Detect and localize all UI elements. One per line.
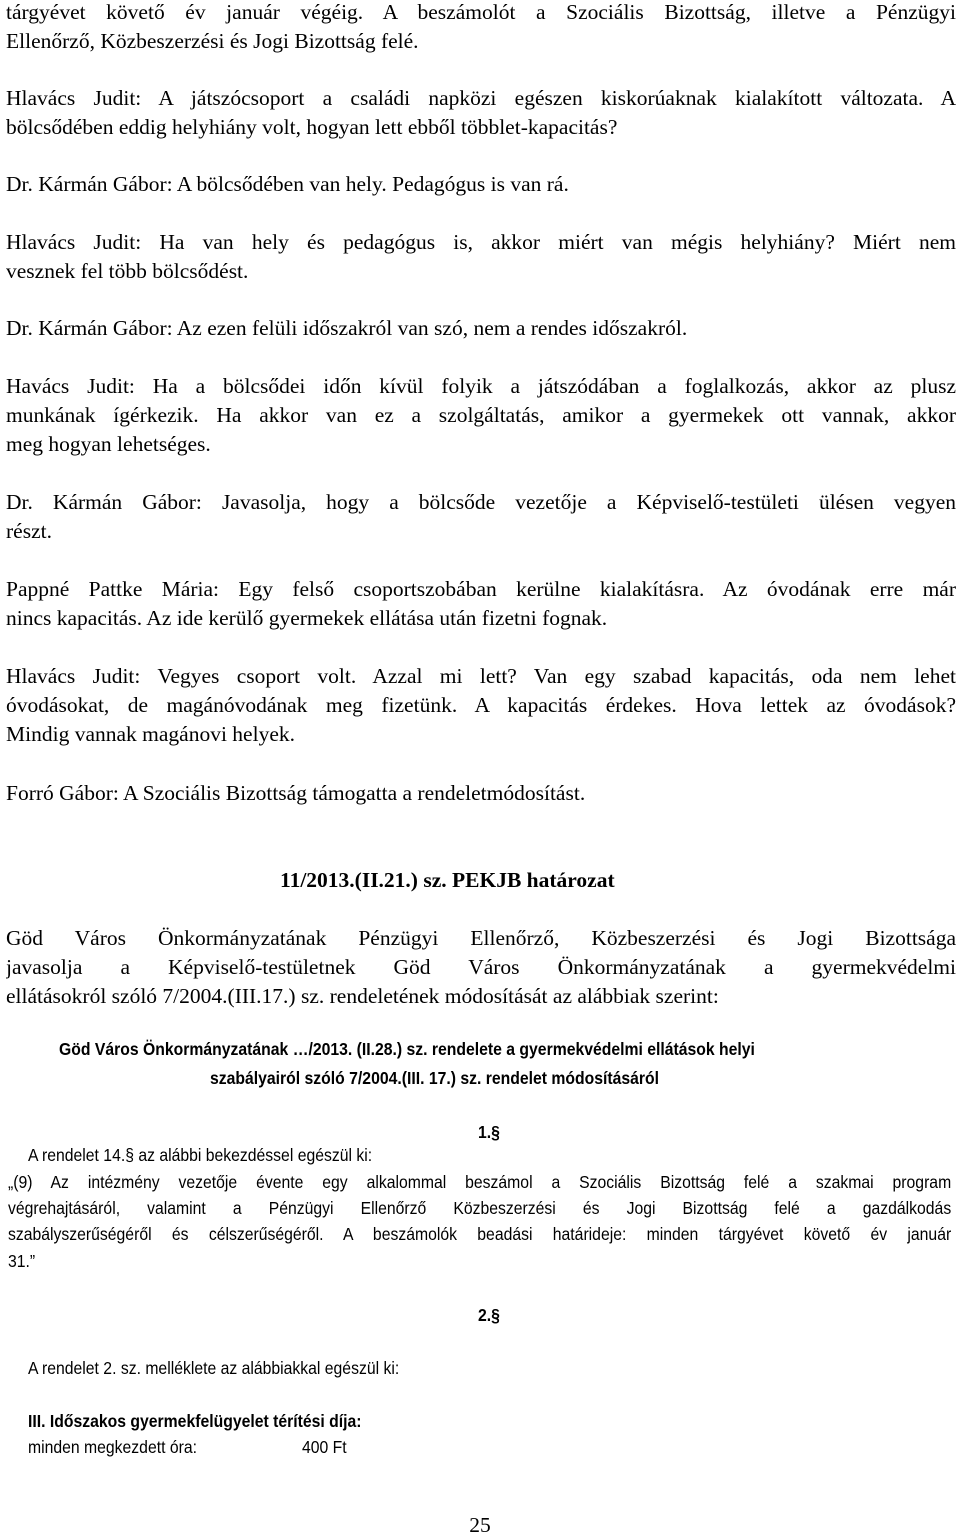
text-line: részt. [6, 519, 52, 543]
section-heading: 1.§ [478, 1122, 500, 1142]
fee-label: minden megkezdett óra: [28, 1437, 197, 1457]
text-line: nincs kapacitás. Az ide kerülő gyermekek ellátása után fizetni fognak. [6, 606, 608, 630]
page-number: 25 [469, 1513, 491, 1537]
text-line: Mindig vannak magánovi helyek. [6, 722, 295, 746]
text-line: bölcsődében eddig helyhiány volt, hogyan lett ebből többlet-kapacitás? [6, 115, 618, 139]
text-line: végrehajtásáról, valamint a Pénzügyi Ellenőrző Közbeszerzési és Jogi Bizottság felé a gazdálkodás [8, 1198, 952, 1218]
text-line: meg hogyan lehetséges. [6, 432, 211, 456]
text-line: Hlavács Judit: A játszócsoport a családi napközi egészen kiskorúaknak kialakított változata. A [6, 86, 956, 110]
text-line: óvodásokat, de magánóvodának meg fizetünk. A kapacitás érdekes. Hova lettek az óvodások? [6, 693, 956, 717]
text-line: Forró Gábor: A Szociális Bizottság támogatta a rendeletmódosítást. [6, 781, 586, 805]
text-line: Havács Judit: Ha a bölcsődei időn kívül folyik a játszódában a foglalkozás, akkor az plusz [6, 374, 956, 398]
text-line: A rendelet 2. sz. melléklete az alábbiakkal egészül ki: [28, 1358, 400, 1378]
fee-value: 400 Ft [302, 1437, 347, 1457]
text-line: Göd Város Önkormányzatának Pénzügyi Ellenőrző, Közbeszerzési és Jogi Bizottsága [6, 926, 956, 950]
text-line: A rendelet 14.§ az alábbi bekezdéssel egészül ki: [28, 1145, 373, 1165]
text-line: Dr. Kármán Gábor: A bölcsődében van hely. Pedagógus is van rá. [6, 172, 569, 196]
text-line: szabályszerűségéről és célszerűségéről. A beszámolók beadási határideje: minden tárgyévet követő év január [8, 1224, 952, 1244]
decree-title-line: Göd Város Önkormányzatának …/2013. (II.28.) sz. rendelete a gyermekvédelmi ellátások helyi [59, 1039, 755, 1059]
text-line: Dr. Kármán Gábor: Javasolja, hogy a bölcsőde vezetője a Képviselő-testületi ülésen vegyen [6, 490, 956, 514]
fee-heading: III. Időszakos gyermekfelügyelet térítési díja: [28, 1411, 362, 1431]
text-line: javasolja a Képviselő-testületnek Göd Város Önkormányzatának a gyermekvédelmi [6, 955, 956, 979]
text-line: Hlavács Judit: Ha van hely és pedagógus is, akkor miért van mégis helyhiány? Miért nem [6, 230, 956, 254]
resolution-title: 11/2013.(II.21.) sz. PEKJB határozat [280, 868, 615, 892]
text-line: „(9) Az intézmény vezetője évente egy alkalommal beszámol a Szociális Bizottság felé a szakmai program [8, 1172, 952, 1192]
section-heading: 2.§ [478, 1305, 500, 1325]
text-line: tárgyévet követő év január végéig. A beszámolót a Szociális Bizottság, illetve a Pénzügyi [6, 0, 956, 24]
text-line: Ellenőrző, Közbeszerzési és Jogi Bizottság felé. [6, 29, 419, 53]
text-line: 31.” [8, 1251, 36, 1271]
decree-title-line: szabályairól szóló 7/2004.(III. 17.) sz. rendelet módosításáról [210, 1068, 660, 1088]
text-line: Dr. Kármán Gábor: Az ezen felüli időszakról van szó, nem a rendes időszakról. [6, 316, 688, 340]
text-line: Hlavács Judit: Vegyes csoport volt. Azzal mi lett? Van egy szabad kapacitás, oda nem lehet [6, 664, 956, 688]
text-line: vesznek fel több bölcsődést. [6, 259, 249, 283]
text-line: ellátásokról szóló 7/2004.(III.17.) sz. rendeletének módosítását az alábbiak szerint: [6, 984, 719, 1008]
text-line: Pappné Pattke Mária: Egy felső csoportszobában kerülne kialakításra. Az óvodának erre már [6, 577, 956, 601]
text-line: munkának ígérkezik. Ha akkor van ez a szolgáltatás, amikor a gyermekek ott vannak, akkor [6, 403, 956, 427]
